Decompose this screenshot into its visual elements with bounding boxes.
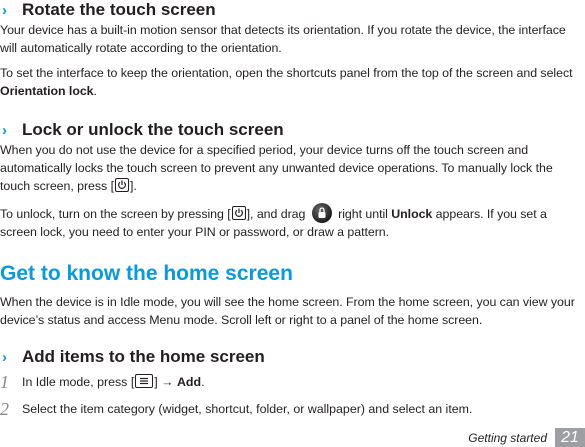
power-icon — [115, 178, 129, 192]
section-title: Rotate the touch screen — [22, 0, 216, 19]
text-span: right until — [334, 207, 392, 221]
chevron-icon: › — [2, 122, 7, 139]
menu-icon — [135, 374, 153, 388]
section-heading-add-items — [0, 347, 265, 367]
text-span: . — [201, 375, 205, 389]
paragraph-lock-2 — [0, 203, 585, 241]
paragraph-lock-1 — [0, 141, 585, 195]
step-text: Select the item category (widget, shortcut, folder, or wallpaper) and select an item. — [22, 402, 473, 416]
unlock-label: Unlock — [391, 207, 433, 221]
text-span: ]. — [129, 179, 137, 193]
text-span: . — [93, 84, 97, 98]
text-span: ], and drag — [246, 207, 309, 221]
paragraph-home-1: When the device is in Idle mode, you will see the home screen. From the home screen, you can view your device’s status and access Menu mode. Scroll left or right to a panel of the home screen. — [0, 295, 575, 327]
step-number: 1 — [0, 372, 9, 392]
text-span: To set the interface to keep the orientation, open the shortcuts panel from the top of the screen and select — [0, 66, 573, 80]
paragraph-rotate-2 — [0, 64, 585, 100]
step-number: 2 — [0, 399, 9, 419]
section-title: Add items to the home screen — [22, 347, 265, 366]
section-heading-lock — [0, 120, 284, 140]
text-span: In Idle mode, press [ — [22, 375, 135, 389]
text-span: ] → — [154, 375, 177, 389]
footer-section-label: Getting started — [468, 430, 547, 445]
text-span: To unlock, turn on the screen by pressing [ — [0, 207, 231, 221]
page-footer — [468, 428, 585, 447]
orientation-lock-label: Orientation lock — [0, 84, 94, 98]
text-span: When you do not use the device for a specified period, your device turns off the touch screen and automatically locks the touch screen to prevent any unwanted device operations. To manually lock the touch screen, press [ — [0, 143, 553, 193]
section-heading-rotate — [0, 0, 216, 20]
chevron-icon: › — [2, 349, 7, 366]
step-2 — [0, 399, 472, 420]
chevron-icon: › — [2, 2, 7, 19]
page-number: 21 — [555, 428, 585, 447]
add-label: Add — [176, 375, 202, 389]
step-1 — [0, 372, 205, 393]
paragraph-rotate-1: Your device has a built-in motion sensor that detects its orientation. If you rotate the device, the interface will automatically rotate according to the orientation. — [0, 23, 566, 55]
lock-icon — [312, 203, 332, 223]
heading-home-screen: Get to know the home screen — [0, 262, 293, 285]
section-title: Lock or unlock the touch screen — [22, 120, 284, 139]
text-span: appears. If you set a screen lock, you need to enter your PIN or password, or draw a pattern. — [0, 207, 547, 239]
power-icon — [232, 206, 246, 220]
